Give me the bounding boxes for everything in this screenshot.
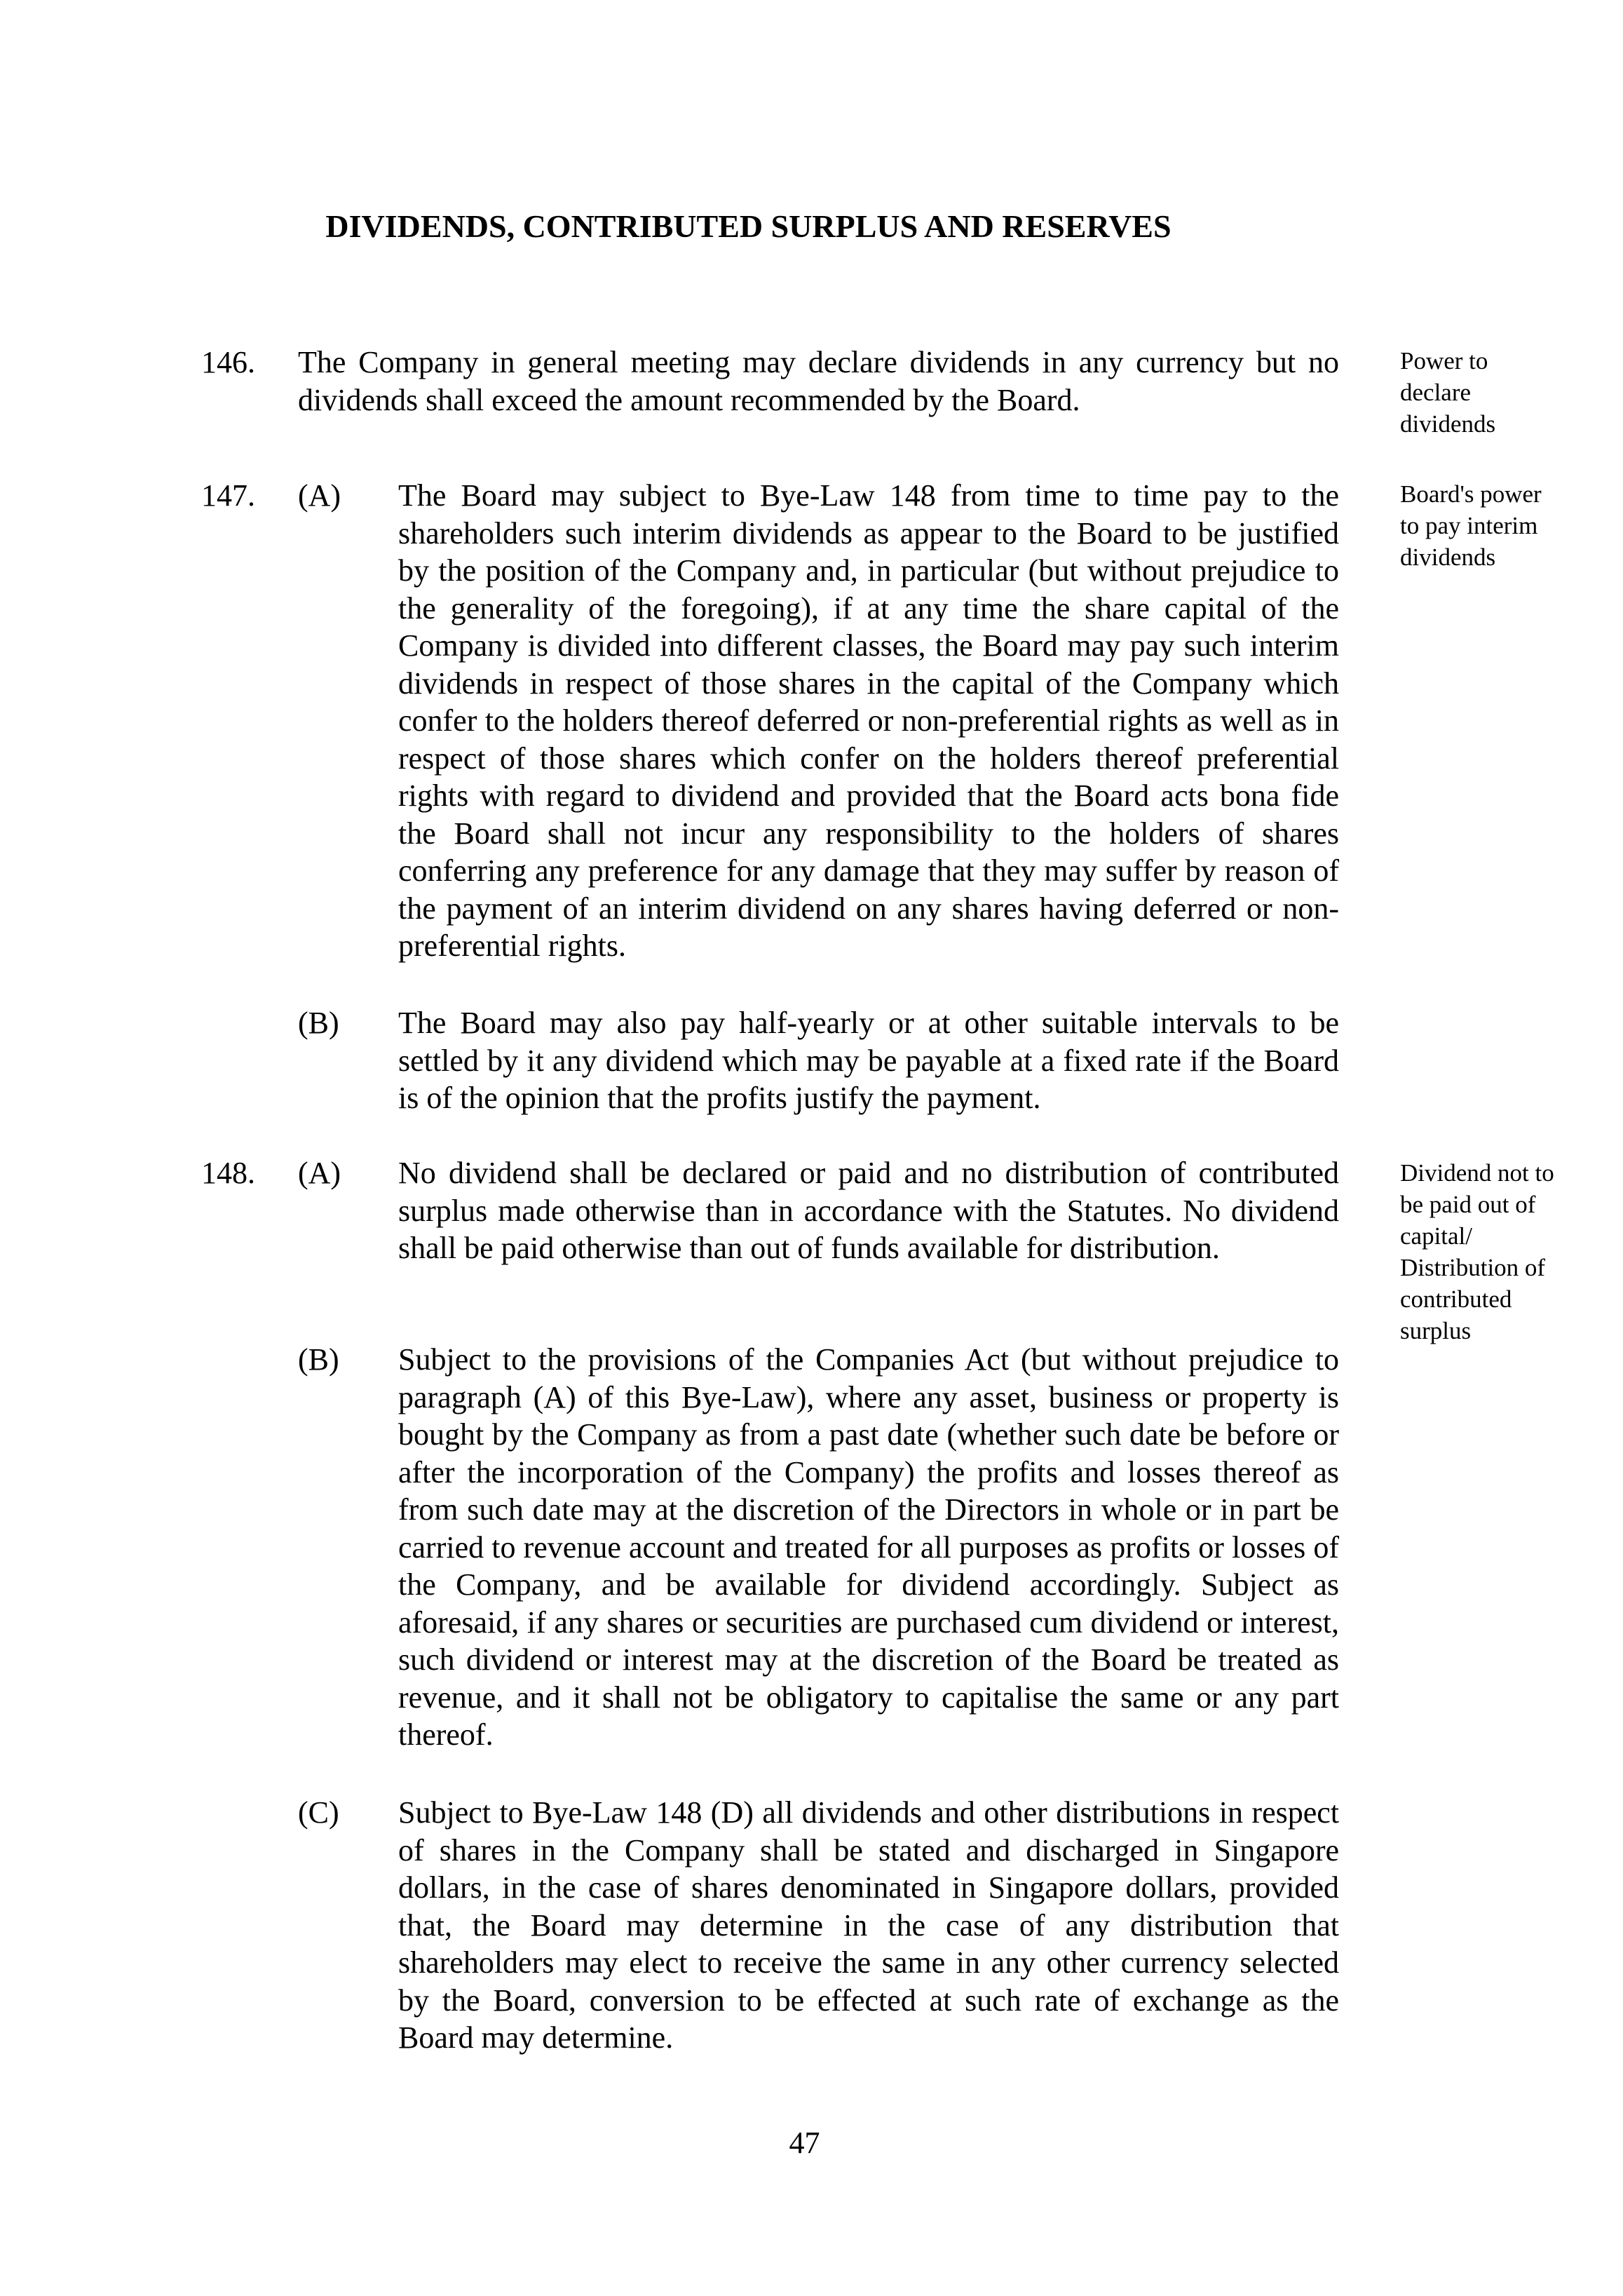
section-heading: DIVIDENDS, CONTRIBUTED SURPLUS AND RESERVES bbox=[325, 208, 1172, 244]
page-number: 47 bbox=[789, 2126, 820, 2160]
clause-number: 148. bbox=[201, 1156, 255, 1190]
clause-number: 146. bbox=[201, 345, 255, 379]
subclause-text: No dividend shall be declared or paid and no distribution of contributed surplus made otherwise than in accordance with the Statutes. No dividend shall be paid otherwise than out of funds available for distribution. bbox=[398, 1156, 1339, 1265]
margin-note-147: Board's power to pay interim dividends bbox=[1400, 480, 1542, 571]
subclause-label: (B) bbox=[298, 1006, 339, 1040]
subclause-label: (A) bbox=[298, 478, 341, 513]
subclause-label: (B) bbox=[298, 1342, 339, 1377]
subclause-label: (C) bbox=[298, 1795, 339, 1830]
subclause-text: Subject to the provisions of the Companies Act (but without prejudice to paragraph (A) of this Bye-Law), where any asset, business or property is bought by the Company as from a past date (whether such date be before or after the incorporation of the Company) the profits and losses thereof as from such date may at the discretion of the Directors in whole or in part be carried to revenue account and treated for all purposes as profits or losses of the Company, and be available for dividend accordingly. Subject as aforesaid, if any shares or securities are purchased cum dividend or interest, such dividend or interest may at the discretion of the Board be treated as revenue, and it shall not be obligatory to capitalise the same or any part thereof. bbox=[398, 1342, 1339, 1752]
margin-note-146: Power to declare dividends bbox=[1400, 347, 1496, 438]
clause-text: The Company in general meeting may declare dividends in any currency but no dividends shall exceed the amount recommended by the Board. bbox=[298, 345, 1339, 417]
subclause-label: (A) bbox=[298, 1156, 341, 1190]
subclause-text: The Board may subject to Bye-Law 148 from time to time pay to the shareholders such interim dividends as appear to the Board to be justified by the position of the Company and, in particular (but without prejudice to the generality of the foregoing), if at any time the share capital of the Company is divided into different classes, the Board may pay such interim dividends in respect of those shares in the capital of the Company which confer to the holders thereof deferred or non-preferential rights as well as in respect of those shares which confer on the holders thereof preferential rights with regard to dividend and provided that the Board acts bona fide the Board shall not incur any responsibility to the holders of shares conferring any preference for any damage that they may suffer by reason of the payment of an interim dividend on any shares having deferred or non-preferential rights. bbox=[398, 478, 1339, 963]
margin-note-148: Dividend not to be paid out of capital/ Distribution of contributed surplus bbox=[1400, 1159, 1554, 1344]
subclause-text: Subject to Bye-Law 148 (D) all dividends and other distributions in respect of shares in the Company shall be stated and discharged in Singapore dollars, in the case of shares denominated in Singapore dollars, provided that, the Board may determine in the case of any distribution that shareholders may elect to receive the same in any other currency selected by the Board, conversion to be effected at such rate of exchange as the Board may determine. bbox=[398, 1795, 1339, 2055]
subclause-text: The Board may also pay half-yearly or at other suitable intervals to be settled by it any dividend which may be payable at a fixed rate if the Board is of the opinion that the profits justify the payment. bbox=[398, 1006, 1339, 1115]
clause-number: 147. bbox=[201, 478, 255, 513]
